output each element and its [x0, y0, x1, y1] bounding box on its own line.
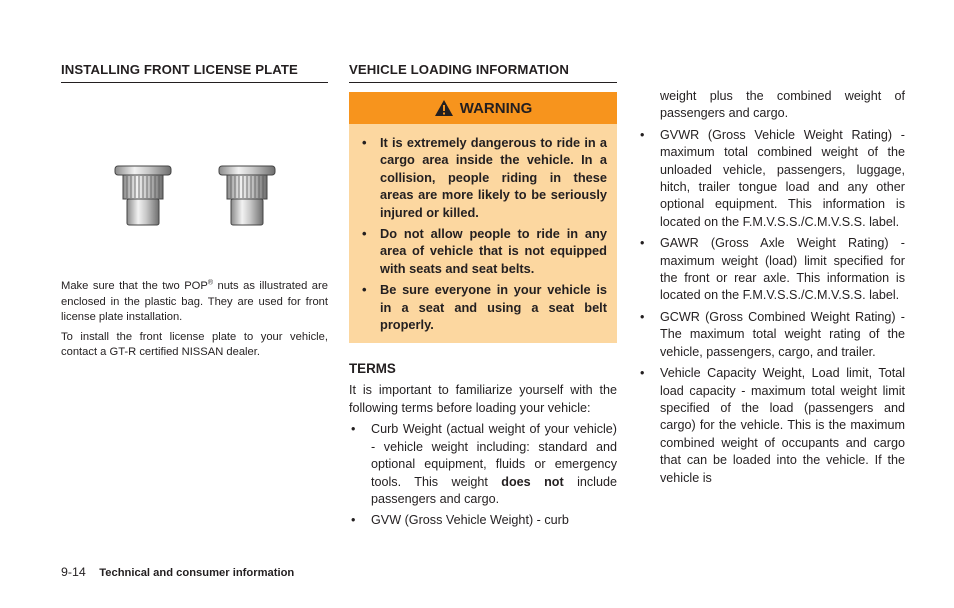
- pop-nut-icon: [114, 165, 172, 227]
- pop-nuts-paragraph: Make sure that the two POP® nuts as illustrated are enclosed in the plastic bag. They are used for front license plate installation.: [61, 279, 328, 323]
- footer-section-title: Technical and consumer information: [99, 567, 295, 579]
- vehicle-loading-heading: VEHICLE LOADING INFORMATION: [349, 62, 617, 83]
- terms-list: [349, 421, 617, 529]
- terms-list-continued: [638, 127, 905, 487]
- term-item-gawr: • GAWR (Gross Axle Weight Rating) - maximum weight (load) limit specified for the front or rear axle. This information is located on the F.M.V.S.S./C.M.V.S.S. label.: [638, 235, 905, 305]
- page-number: 9-14: [61, 565, 86, 579]
- vehicle-loading-column: [349, 62, 617, 534]
- warning-item: • Do not allow people to ride in any area of vehicle that is not equipped with seats and seat belts.: [359, 225, 607, 277]
- term-item-gvwr: • GVWR (Gross Vehicle Weight Rating) - maximum total combined weight of the unloaded vehicle, passengers, luggage, hitch, trailer tongue load and any other optional equipment. This information is located on the F.M.V.S.S./C.M.V.S.S. label.: [638, 127, 905, 231]
- warning-triangle-icon: [434, 99, 454, 117]
- terms-heading: TERMS: [349, 361, 396, 377]
- warning-list: [349, 124, 617, 343]
- warning-item: • Be sure everyone in your vehicle is in a seat and using a seat belt properly.: [359, 281, 607, 333]
- pop-nut-icon: [218, 165, 276, 227]
- term-item-gcwr: • GCWR (Gross Combined Weight Rating) - The maximum total weight rating of the vehicle, passengers, cargo, and trailer.: [638, 309, 905, 361]
- dealer-paragraph: To install the front license plate to your vehicle, contact a GT-R certified NISSAN dealer.: [61, 330, 328, 358]
- term-item-gvw: • GVW (Gross Vehicle Weight) - curb: [349, 512, 617, 529]
- gvw-continued: weight plus the combined weight of passengers and cargo.: [660, 89, 905, 121]
- warning-title: WARNING: [459, 99, 533, 117]
- warning-item: • It is extremely dangerous to ride in a cargo area inside the vehicle. In a collision, people riding in these areas are more likely to be seriously injured or killed.: [359, 134, 607, 221]
- license-plate-column: [61, 62, 328, 365]
- terms-intro: It is important to familiarize yourself with the following terms before loading your vehicle:: [349, 383, 617, 415]
- terms-continued-column: [638, 88, 905, 491]
- license-plate-heading: INSTALLING FRONT LICENSE PLATE: [61, 62, 328, 83]
- term-item-capacity-weight: • Vehicle Capacity Weight, Load limit, Total load capacity - maximum total weight limit specified of the load (passengers and cargo) for the vehicle. This is the maximum combined weight of occupants and cargo that can be loaded into the vehicle. If the vehicle is: [638, 365, 905, 487]
- warning-header: [349, 92, 617, 124]
- term-item-curb-weight: • Curb Weight (actual weight of your vehicle) - vehicle weight including: standard and optional equipment, fluids or emergency tools. This weight does not include passengers and cargo.: [349, 421, 617, 508]
- page-footer: [61, 565, 294, 579]
- pop-nuts-illustration: [61, 89, 328, 279]
- warning-box: [349, 92, 617, 343]
